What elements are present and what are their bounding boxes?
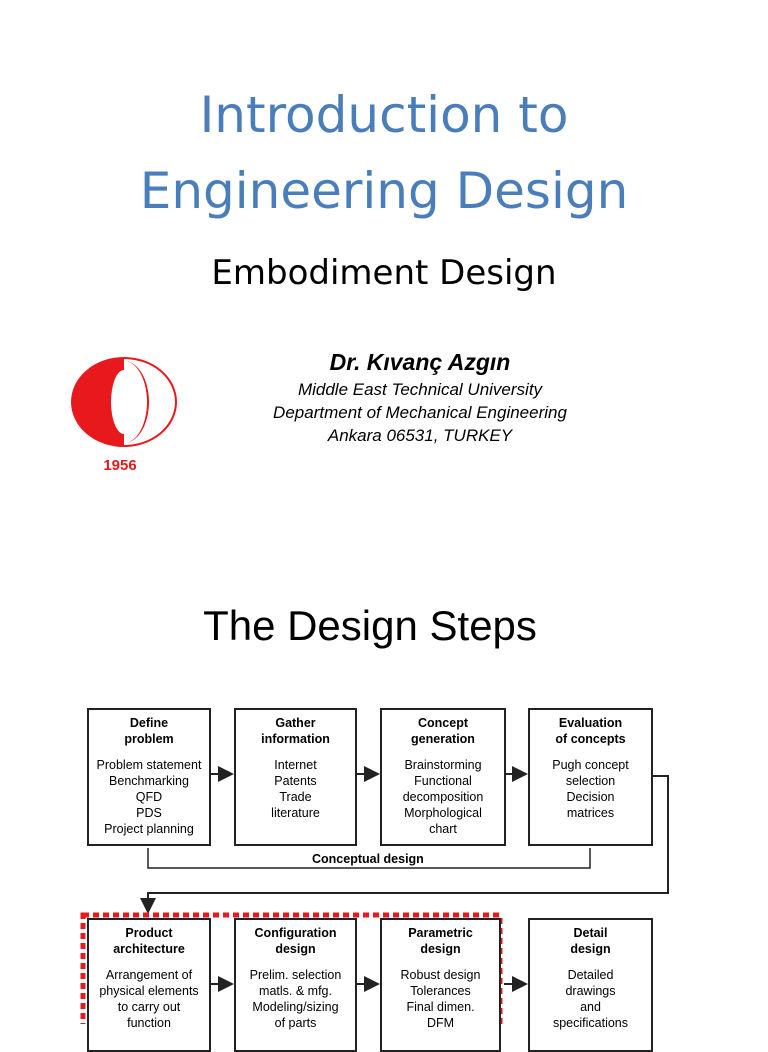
step-item: chart — [429, 822, 457, 836]
step-configuration-design — [234, 918, 357, 1052]
step-item: DFM — [426, 1016, 455, 1030]
step-item: decomposition — [402, 790, 484, 804]
step-title-line: design — [275, 942, 316, 956]
step-item: of parts — [274, 1016, 317, 1030]
step-item: Trade — [279, 790, 312, 804]
step-item: and — [580, 1000, 601, 1014]
step-title-line: Product — [125, 926, 173, 940]
step-item: Internet — [274, 758, 317, 772]
design-steps-slide — [0, 530, 768, 1030]
step-item: to carry out — [117, 1000, 181, 1014]
author-name: Dr. Kıvanç Azgın — [329, 349, 511, 375]
slide-title-line-2: Engineering Design — [139, 162, 629, 220]
step-item: function — [127, 1016, 171, 1030]
step-title-line: architecture — [113, 942, 185, 956]
step-item: Prelim. selection — [249, 968, 342, 982]
step-title-line: information — [261, 732, 330, 746]
step-define-problem — [87, 708, 211, 846]
university-logo — [68, 356, 184, 452]
step-item: matls. & mfg. — [259, 984, 332, 998]
step-item: Pugh concept — [552, 758, 629, 772]
step-title-line: Detail — [573, 926, 608, 940]
step-item: Detailed — [567, 968, 614, 982]
step-item: selection — [565, 774, 616, 788]
step-item: Project planning — [104, 822, 194, 836]
step-item: Morphological — [404, 806, 482, 820]
step-product-architecture — [87, 918, 211, 1052]
step-title-line: problem — [124, 732, 174, 746]
steps-title: The Design Steps — [203, 602, 537, 649]
step-item: Modeling/sizing — [252, 1000, 339, 1014]
step-title-line: Configuration — [254, 926, 337, 940]
step-item: Tolerances — [410, 984, 471, 998]
step-item: physical elements — [99, 984, 199, 998]
step-evaluation-of-concepts — [528, 708, 653, 846]
step-title-line: Parametric — [408, 926, 473, 940]
step-item: Patents — [274, 774, 317, 788]
author-department: Department of Mechanical Engineering — [273, 403, 567, 422]
step-title-line: design — [570, 942, 611, 956]
step-item: matrices — [566, 806, 615, 820]
author-block — [240, 346, 600, 447]
step-item: specifications — [552, 1016, 629, 1030]
step-item: Benchmarking — [109, 774, 189, 788]
step-title-line: Define — [129, 716, 169, 730]
step-detail-design — [528, 918, 653, 1052]
step-item: Decision — [566, 790, 615, 804]
step-gather-information — [234, 708, 357, 846]
step-item: QFD — [135, 790, 163, 804]
step-title-line: design — [420, 942, 461, 956]
slide-title-line-1: Introduction to — [199, 86, 569, 144]
step-item: drawings — [565, 984, 616, 998]
step-item: Brainstorming — [404, 758, 482, 772]
step-concept-generation — [380, 708, 506, 846]
step-title-line: Concept — [418, 716, 468, 730]
author-affiliation: Middle East Technical University — [297, 380, 543, 399]
author-address: Ankara 06531, TURKEY — [327, 426, 513, 445]
step-item: Final dimen. — [406, 1000, 475, 1014]
step-title-line: generation — [411, 732, 475, 746]
step-title-line: Gather — [275, 716, 316, 730]
step-item: Arrangement of — [105, 968, 193, 982]
step-parametric-design — [380, 918, 501, 1052]
step-item: literature — [271, 806, 320, 820]
step-item: Robust design — [400, 968, 481, 982]
step-title-line: of concepts — [555, 732, 626, 746]
step-item: Problem statement — [96, 758, 202, 772]
step-title-line: Evaluation — [558, 716, 623, 730]
slide-subtitle: Embodiment Design — [211, 253, 557, 293]
step-item: PDS — [136, 806, 162, 820]
step-item: Functional — [414, 774, 472, 788]
logo-year: 1956 — [103, 457, 137, 474]
conceptual-design-caption: Conceptual design — [312, 852, 424, 866]
